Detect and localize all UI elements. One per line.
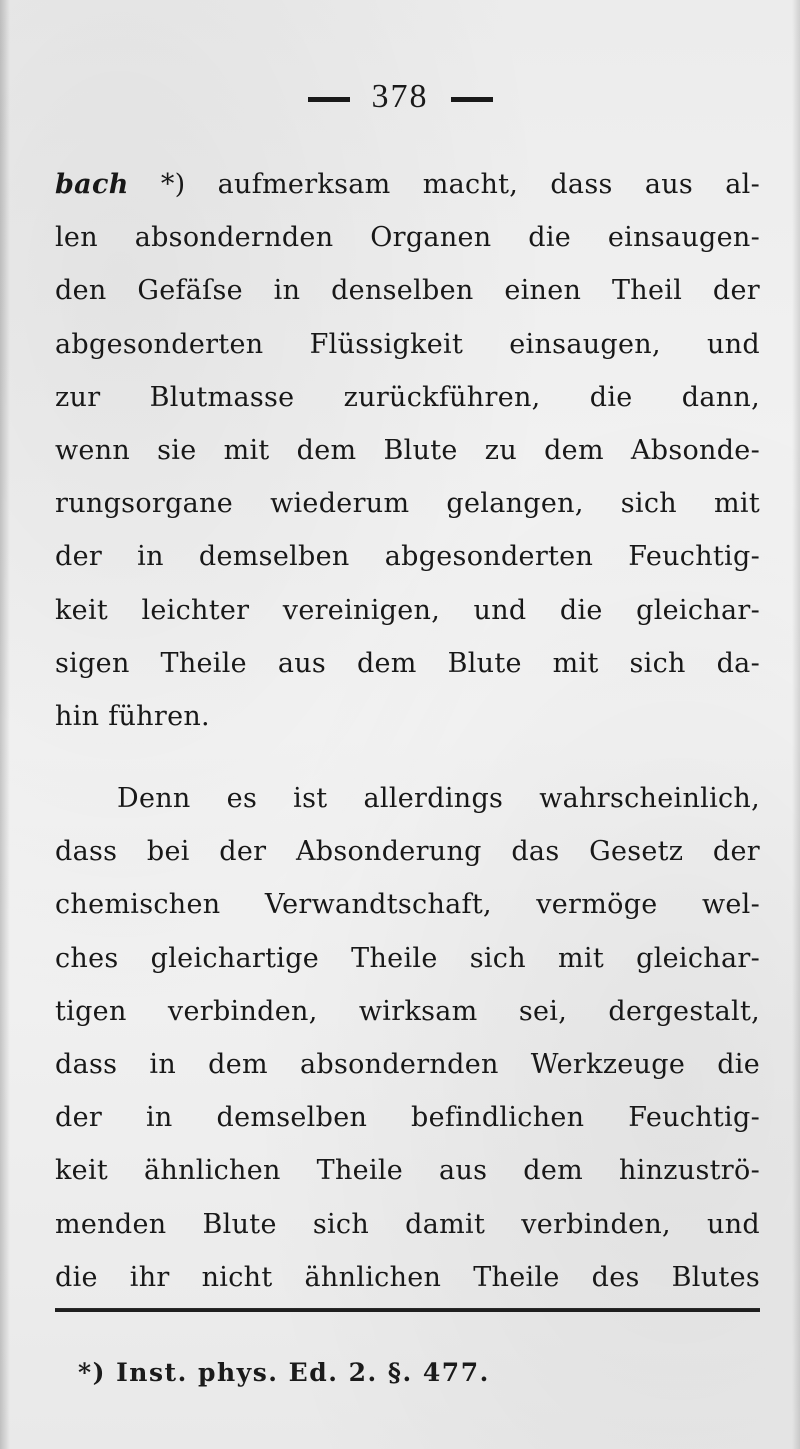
text-line: ches gleichartige Theile sich mit gleichar-	[55, 942, 760, 974]
text-line: hin führen.	[55, 701, 210, 733]
text-line: len absondernden Organen die einsaugen-	[55, 222, 760, 254]
text-line: zur Blutmasse zurückführen, die dann,	[55, 381, 760, 413]
author-name: bach	[55, 169, 129, 200]
text-line-rest: *) aufmerksam macht, dass aus al-	[128, 169, 760, 200]
paragraph-1	[55, 158, 760, 743]
text-line: sigen Theile aus dem Blute mit sich da-	[55, 647, 760, 679]
text-line: die ihr nicht ähnlichen Theile des Blutes	[55, 1261, 760, 1293]
text-line: Denn es ist allerdings wahrscheinlich,	[117, 783, 760, 814]
page-header	[0, 78, 800, 116]
text-line: rungsorgane wiederum gelangen, sich mit	[55, 488, 760, 520]
header-dash-left	[308, 97, 350, 102]
text-line: chemischen Verwandtschaft, vermöge wel-	[55, 889, 760, 921]
page-number: 378	[371, 78, 429, 115]
text-line: der in demselben befindlichen Feuchtig-	[55, 1102, 760, 1134]
text-line: der in demselben abgesonderten Feuchtig-	[55, 541, 760, 573]
text-line	[55, 158, 760, 211]
text-line: tigen verbinden, wirksam sei, dergestalt,	[55, 995, 760, 1027]
text-line: menden Blute sich damit verbinden, und	[55, 1208, 760, 1240]
header-dash-right	[451, 97, 493, 102]
text-line: keit ähnlichen Theile aus dem hinzuströ-	[55, 1155, 760, 1187]
footnote: *) Inst. phys. Ed. 2. §. 477.	[78, 1358, 490, 1387]
text-line: dass in dem absondernden Werkzeuge die	[55, 1049, 760, 1081]
text-line: abgesonderten Flüssigkeit einsaugen, und	[55, 328, 760, 360]
page-edge-shadow	[0, 0, 10, 1449]
text-line: dass bei der Absonderung das Gesetz der	[55, 836, 760, 868]
paragraph-2	[55, 772, 760, 1304]
text-line: keit leichter vereinigen, und die gleichar-	[55, 594, 760, 626]
text-line: wenn sie mit dem Blute zu dem Absonde-	[55, 435, 760, 467]
page-edge-shadow	[792, 0, 800, 1449]
footnote-divider	[55, 1308, 760, 1312]
text-line: den Gefäſse in denselben einen Theil der	[55, 275, 760, 307]
